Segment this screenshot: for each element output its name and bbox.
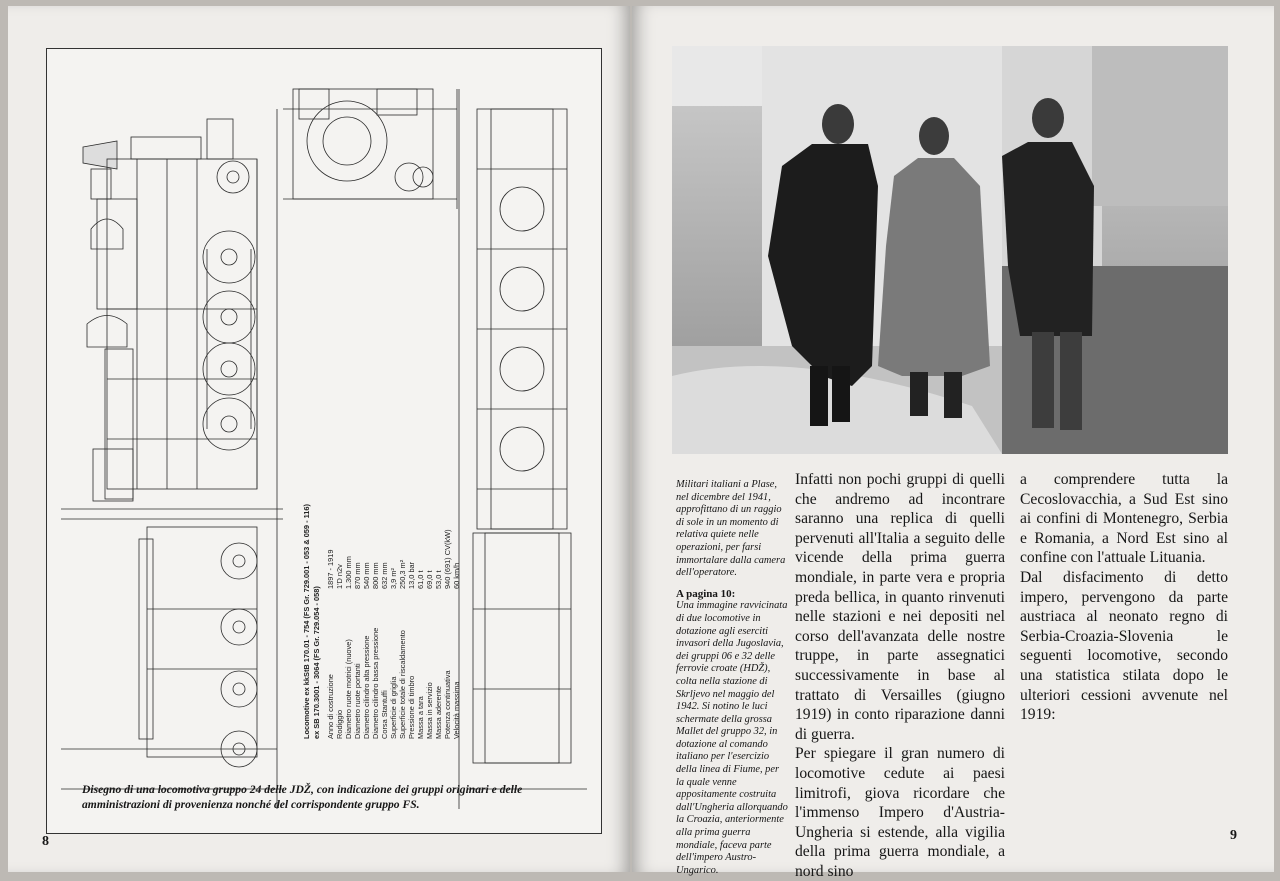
spec-row-value: 13,0 bar [407,561,416,589]
spec-row-label: Velocità massima [452,681,461,739]
spec-row-label: Corsa Stantuffi [380,690,389,739]
spec-row-label: Diametro cilindro bassa pressione [371,627,380,739]
page-number-right: 9 [1230,828,1237,843]
a-pagina-heading: A pagina 10: [676,587,736,600]
spec-row-value: 250,3 m² [398,559,407,589]
photo-caption-column [676,479,788,877]
spec-row-label: Diametro cilindro alta pressione [362,635,371,739]
spec-row-value: 1.300 mm [344,556,353,589]
text-column-2 [1020,470,1228,725]
page-number-left: 8 [42,834,49,849]
text-column-1 [795,470,1005,881]
spec-row-value: 53,0 t [434,570,443,589]
locomotive-blueprint [47,49,603,835]
spec-row-label: Rodiggio [335,709,344,739]
spec-row-value: 800 mm [371,562,380,589]
spec-title-line: ex SB 170.3001 - 3064 (FS Gr. 729.054 - 058) [312,586,321,739]
spec-row-value: 69,0 t [425,570,434,589]
spec-row-label: Diametro ruote portanti [353,663,362,739]
soldiers-photo [672,46,1228,454]
spec-row-label: Superficie totale di riscaldamento [398,630,407,739]
spec-row-value: 870 mm [353,562,362,589]
spec-row-label: Anno di costruzione [326,674,335,739]
body-paragraph-1: Infatti non pochi gruppi di quelli che andremo ad incontrare saranno una replica di quelli pervenuti all'Italia a seguito delle vicende della prima guerra mondiale, in parte vera e propria preda bellica, in quanto rinvenuti nelle stazioni e nei depositi nel corso dell'avanzata delle nostre truppe, in parte assegnatici successivamente in base al trattato di Versailles (giugno 1919) in conto riparazione danni di guerra. [795,471,1005,743]
spec-row-value: 1897 - 1919 [326,549,335,589]
spec-row-value: 60 km/h [452,562,461,589]
spec-row-value: 61,0 t [416,570,425,589]
body-paragraph-2: Per spiegare il gran numero di locomotive cedute ai paesi limitrofi, giova ricordare che l'immenso Impero d'Austria-Ungheria si estende, alla vigilia della prima guerra mondiale, a nord sino [795,745,1005,880]
spec-row-value: 1'D n2v [335,564,344,589]
spec-row-label: Massa a tara [416,696,425,739]
spec-row-value: 540 mm [362,562,371,589]
spec-row-label: Massa in servizio [425,682,434,739]
a-pagina-caption: Una immagine ravvicinata di due locomotive in dotazione agli eserciti invasori della Jugoslavia, dei gruppi 06 e 32 delle ferrovie croate (HDŽ), colta nella stazione di Skrljevo nel maggio del 1942. Si notino le luci schermate della grossa Mallet del gruppo 32, in dotazione al comando italiano per l'esercizio della linea di Fiume, per la quale venne appositamente costruita dall'Ungheria allorquando la Croazia, anteriormente alla prima guerra mondiale, faceva parte dell'impero Austro-Ungarico. [676,600,788,876]
body-paragraph-4: Dal disfacimento di detto impero, pervengono da parte austriaca al neonato regno di Serbia-Croazia-Slovenia le seguenti locomotive, secondo una statistica stilata dopo le ulteriori cessioni avvenute nel 1919: [1020,568,1228,724]
locomotive-drawing [46,48,602,834]
spec-row-label: Superficie di griglia [389,676,398,739]
spec-row-label: Massa aderente [434,686,443,739]
spec-row-value: 3,9 m² [389,568,398,589]
photo-caption: Militari italiani a Plase, nel dicembre del 1941, approfittano di un raggio di sole in un momento di relativa quiete nelle operazioni, per farsi immortalare dalla camera dell'operatore. [676,479,786,579]
spec-row-label: Potenza continuativa [443,670,452,739]
spec-row-label: Pressione di timbro [407,675,416,739]
drawing-caption: Disegno di una locomotiva gruppo 24 delle JDŽ, con indicazione dei gruppi originari e delle amministrazioni di provenienza nonché del corrispondente gruppo FS. [82,783,523,811]
spec-row-value: 940 (691) CV(kW) [443,529,452,589]
body-paragraph-3: a comprendere tutta la Cecoslovacchia, a Sud Est sino ai confini di Montenegro, Serbia e Romania, a Nord Est sino al confine con l'attuale Lituania. [1020,471,1228,567]
left-page [8,6,630,872]
spec-row-label: Diametro ruote motrici (nuove) [344,639,353,739]
spec-title-line: Locomotive ex kkStB 170.01 - 754 (FS Gr. 729.001 - 053 & 059 - 116) [302,504,311,739]
spec-row-value: 632 mm [380,562,389,589]
